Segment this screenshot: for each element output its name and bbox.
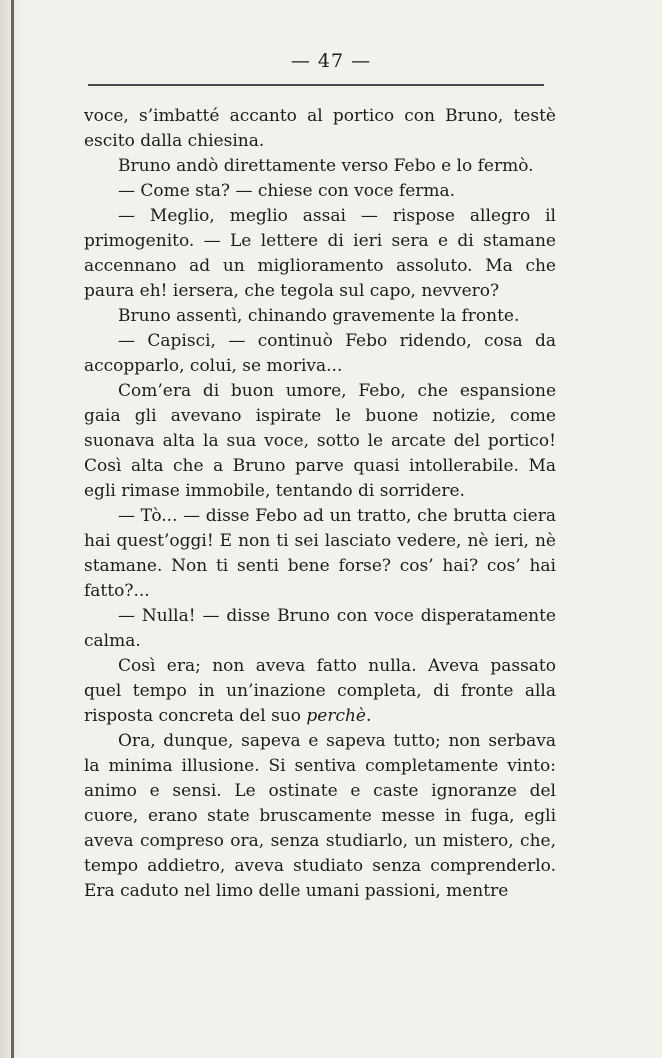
paragraph: Bruno andò direttamente verso Febo e lo fermò. [118, 156, 534, 176]
paragraph: — Tò... — disse Febo ad un tratto, che brutta ciera hai quest’oggi! E non ti sei lasciato vedere, nè ieri, nè stamane. Non ti senti bene forse? cos’ hai? cos’ hai fatto?... [84, 506, 556, 601]
page-number: — 47 — [290, 50, 372, 72]
paragraph-text: . [366, 706, 372, 726]
italic-word: perchè [306, 706, 366, 726]
paragraph [84, 654, 556, 729]
paragraph: Com’era di buon umore, Febo, che espansione gaia gli avevano ispirate le buone notizie, come suonava alta la sua voce, sotto le arcate del portico! Così alta che a Bruno parve quasi intollerabile. Ma egli rimase immobile, tentando di sorridere. [84, 381, 556, 501]
paragraph: — Capisci, — continuò Febo ridendo, cosa da accopparlo, colui, se moriva... [84, 331, 556, 376]
paragraph: Ora, dunque, sapeva e sapeva tutto; non serbava la minima illusione. Si sentiva completamente vinto: animo e sensi. Le ostinate e caste ignoranze del cuore, erano state bruscamente messe in fuga, egli aveva compreso ora, senza studiarlo, un mistero, che, tempo addietro, aveva studiato senza comprenderlo. Era caduto nel limo delle umani passioni, mentre [84, 731, 556, 901]
page-body [84, 104, 556, 904]
header-rule [88, 84, 544, 86]
paragraph: Bruno assentì, chinando gravemente la fronte. [118, 306, 520, 326]
paragraph: — Nulla! — disse Bruno con voce disperatamente calma. [84, 606, 556, 651]
paragraph: voce, s’imbatté accanto al portico con Bruno, testè escito dalla chiesina. [84, 106, 556, 151]
paragraph: — Come sta? — chiese con voce ferma. [118, 181, 456, 201]
paragraph: — Meglio, meglio assai — rispose allegro il primogenito. — Le lettere di ieri sera e di stamane accennano ad un miglioramento assoluto. Ma che paura eh! iersera, che tegola sul capo, nevvero? [84, 206, 556, 301]
paragraph-text: Così era; non aveva fatto nulla. Aveva passato quel tempo in un’inazione completa, di fronte alla risposta concreta del suo [84, 656, 556, 726]
page-edge-line [11, 0, 14, 1058]
